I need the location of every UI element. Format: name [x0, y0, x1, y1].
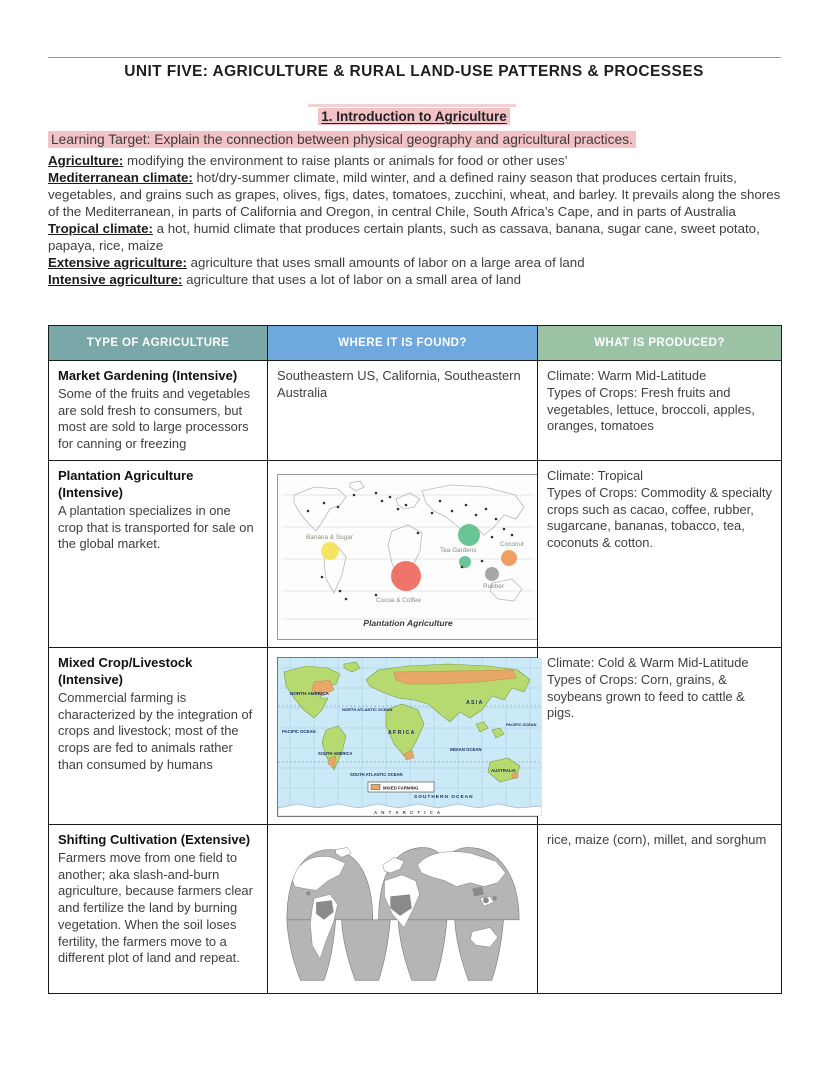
map-legend — [368, 782, 434, 792]
asia-label: A S I A — [466, 700, 483, 706]
cell-produced-shifting-cultivation — [538, 825, 782, 994]
africa-label: A F R I C A — [388, 730, 415, 736]
agriculture-type-desc: Commercial farming is characterized by the integration of crops and livestock; most of the crops are fed to animals rather than consumed by humans — [58, 689, 253, 772]
cell-produced-mixed-crop — [538, 648, 782, 825]
cell-type-market-gardening — [49, 361, 268, 461]
agriculture-type-title: Plantation Agriculture (Intensive) — [58, 468, 194, 500]
banana-sugar-label: Banana & Sugar — [306, 534, 353, 541]
definition-text: agriculture that uses small amounts of labor on a large area of land — [186, 254, 585, 270]
legend-label: MIXED FARMING — [383, 785, 419, 791]
cell-produced-market-gardening — [538, 361, 782, 461]
agriculture-type-desc: Some of the fruits and vegetables are sold fresh to consumers, but most are sold to large processors for canning or freezing — [58, 385, 251, 452]
definitions-block — [48, 153, 784, 289]
plantation-map-title: Plantation Agriculture — [363, 618, 453, 628]
cell-type-mixed-crop — [49, 648, 268, 825]
cell-type-shifting-cultivation — [49, 825, 268, 994]
definition-mediterranean-climate — [48, 170, 784, 221]
tea-gardens-region-large — [458, 524, 480, 546]
south-america-label: SOUTH AMERICA — [318, 751, 353, 756]
highlight-artifact-strip — [308, 104, 516, 107]
cell-where-mixed-crop — [268, 648, 538, 825]
definition-term: Extensive agriculture: — [48, 254, 187, 270]
coconut-region — [501, 550, 517, 566]
cocoa-coffee-label: Cocoa & Coffee — [376, 597, 421, 604]
definition-tropical-climate — [48, 221, 784, 255]
cell-where-shifting-cultivation — [268, 825, 538, 994]
definition-term: Intensive agriculture: — [48, 271, 183, 287]
table-row-mixed-crop-livestock — [49, 648, 782, 825]
definition-extensive-agriculture — [48, 255, 784, 272]
definition-term: Agriculture: — [48, 153, 124, 168]
definition-intensive-agriculture — [48, 272, 784, 289]
produced-climate: Climate: Warm Mid-Latitude — [547, 368, 707, 383]
column-header-type: TYPE OF AGRICULTURE — [49, 326, 268, 361]
table-header-row — [49, 326, 782, 361]
column-header-produced: WHAT IS PRODUCED? — [538, 326, 782, 361]
where-found-text: Southeastern US, California, Southeastern Australia — [277, 368, 521, 400]
plantation-agriculture-world-map — [277, 474, 539, 640]
southern-ocean-label: SOUTHERN OCEAN — [414, 795, 474, 800]
shifting-cultivation-world-map — [281, 836, 525, 986]
section-heading — [0, 109, 828, 124]
indian-ocean-label: INDIAN OCEAN — [450, 747, 482, 752]
antarctica-label: A N T A R C T I C A — [374, 810, 442, 815]
australia-label: AUSTRALIA — [491, 768, 516, 773]
cocoa-coffee-region — [391, 561, 421, 591]
produced-climate: Climate: Tropical — [547, 468, 643, 483]
produced-crops: rice, maize (corn), millet, and sorghum — [547, 832, 767, 847]
definition-agriculture — [48, 153, 784, 170]
tea-gardens-label: Tea Gardens — [440, 547, 477, 554]
produced-crops: Types of Crops: Fresh fruits and vegetables, lettuce, broccoli, apples, oranges, tomatoes — [547, 384, 755, 434]
cell-type-plantation — [49, 461, 268, 648]
learning-target-text: Learning Target: Explain the connection between physical geography and agricultural practices. — [48, 131, 636, 148]
table-row-shifting-cultivation — [49, 825, 782, 994]
column-header-where: WHERE IT IS FOUND? — [268, 326, 538, 361]
agriculture-type-desc: A plantation specializes in one crop that is transported for sale on the global market. — [58, 502, 254, 552]
legend-swatch — [371, 785, 380, 790]
cell-where-plantation — [268, 461, 538, 648]
produced-crops: Types of Crops: Commodity & specialty crops such as cacao, coffee, rubber, sugarcane, bananas, tobacco, tea, coconuts & cotton. — [547, 484, 772, 551]
section-heading-text: 1. Introduction to Agriculture — [318, 108, 510, 125]
mixed-farming-world-map — [277, 657, 543, 817]
table-row-plantation-agriculture — [49, 461, 782, 648]
coconut-label: Coconut — [500, 541, 524, 548]
agriculture-type-title: Market Gardening (Intensive) — [58, 368, 238, 383]
north-america-label: NORTH AMERICA — [290, 691, 329, 696]
table-row-market-gardening — [49, 361, 782, 461]
pacific-ocean-east-label: PACIFIC OCEAN — [506, 722, 537, 727]
produced-climate: Climate: Cold & Warm Mid-Latitude — [547, 655, 749, 670]
definition-text: a hot, humid climate that produces certain plants, such as cassava, banana, sugar cane, sweet potato, papaya, rice, maize — [48, 220, 760, 253]
page-title: UNIT FIVE: AGRICULTURE & RURAL LAND-USE PATTERNS & PROCESSES — [124, 63, 704, 80]
south-atlantic-label: SOUTH ATLANTIC OCEAN — [350, 772, 403, 777]
tea-gardens-region-small — [459, 556, 471, 568]
learning-target — [48, 131, 788, 149]
cell-where-market-gardening — [268, 361, 538, 461]
definition-term: Mediterranean climate: — [48, 169, 193, 185]
definition-text: hot/dry-summer climate, mild winter, and a defined rainy season that produces certain fruits, vegetables, and grains such as grapes, olives, figs, dates, tomatoes, zucchini, wheat, and barley. It prevails along the shores of the Mediterranean, in parts of California and Oregon, in central Chile, South Africa’s Cape, and in parts of Australia — [48, 169, 781, 219]
produced-crops: Types of Crops: Corn, grains, & soybeans grown to feed to cattle & pigs. — [547, 671, 745, 721]
agriculture-type-title: Mixed Crop/Livestock (Intensive) — [58, 655, 193, 687]
north-atlantic-label: NORTH ATLANTIC OCEAN — [342, 707, 393, 712]
top-divider — [48, 57, 781, 58]
definition-text: modifying the environment to raise plants or animals for food or other uses’ — [123, 153, 568, 168]
definition-text: agriculture that uses a lot of labor on a small area of land — [182, 271, 522, 287]
pacific-ocean-west-label: PACIFIC OCEAN — [282, 729, 316, 734]
agriculture-type-title: Shifting Cultivation (Extensive) — [58, 832, 251, 847]
definition-term: Tropical climate: — [48, 220, 153, 236]
agriculture-type-desc: Farmers move from one field to another; aka slash-and-burn agriculture, because farmers clear and fertilize the land by burning vegetation. When the soil loses fertility, the farmers move to a different plot of land and repeat. — [58, 849, 253, 966]
agriculture-table — [48, 325, 782, 994]
rubber-label: Rubber — [483, 583, 504, 590]
rubber-region — [485, 567, 499, 581]
cell-produced-plantation — [538, 461, 782, 648]
banana-sugar-region — [321, 542, 339, 560]
